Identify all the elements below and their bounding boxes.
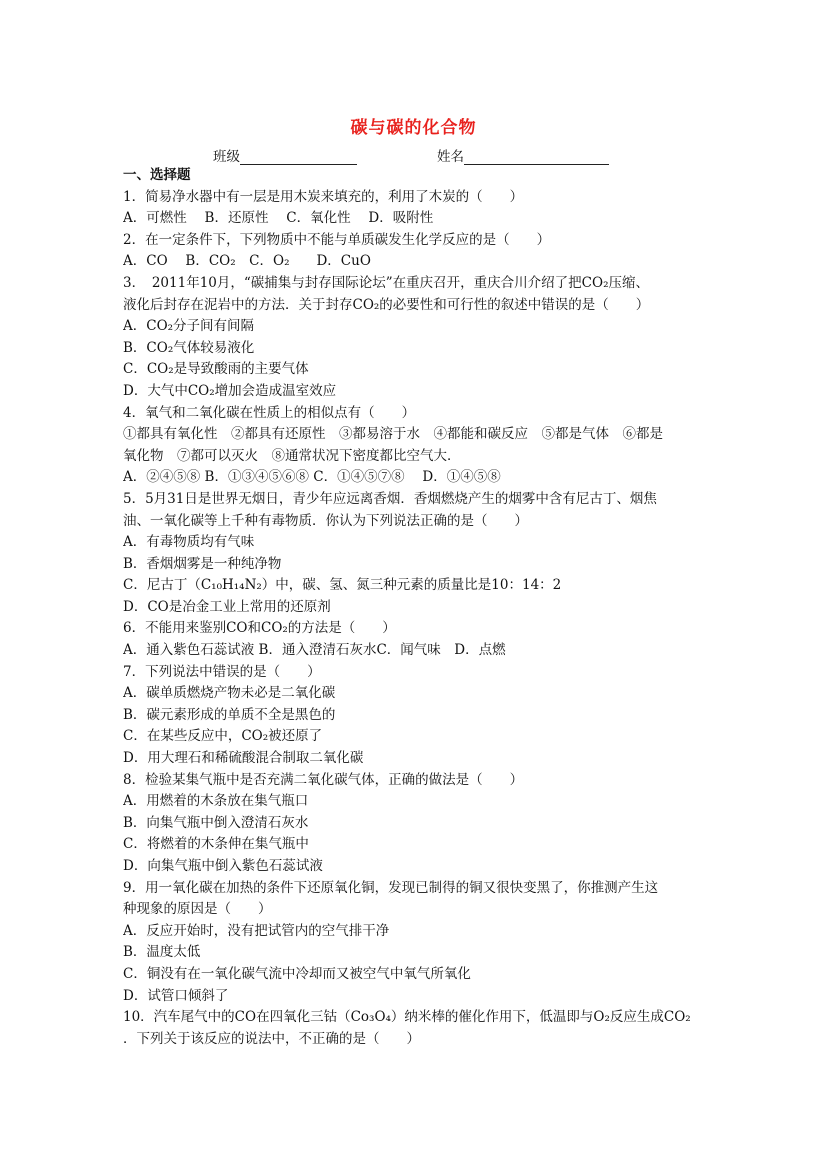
name-label: 姓名: [437, 149, 464, 165]
text-line: C．在某些反应中，CO₂被还原了: [123, 728, 323, 745]
text-line: D．大气中CO₂增加会造成温室效应: [123, 382, 337, 399]
text-line: A．CO₂分子间有间隔: [123, 318, 255, 335]
text-line: 2．在一定条件下，下列物质中不能与单质碳发生化学反应的是（ ）: [123, 231, 551, 248]
text-line: B．温度太低: [123, 944, 201, 961]
text-line: B．向集气瓶中倒入澄清石灰水: [123, 814, 309, 831]
text-line: C．尼古丁（C₁₀H₁₄N₂）中，碳、氢、氮三种元素的质量比是10：14：2: [123, 577, 562, 594]
text-line: C．CO₂是导致酸雨的主要气体: [123, 361, 309, 378]
document-title: 碳与碳的化合物: [350, 118, 477, 138]
text-line: A．碳单质燃烧产物未必是二氧化碳: [123, 685, 336, 702]
text-line: 3． 2011年10月，“碳捕集与封存国际论坛”在重庆召开，重庆合川介绍了把CO₂压缩、: [123, 274, 649, 291]
text-line: D．用大理石和稀硫酸混合制取二氧化碳: [123, 750, 364, 767]
text-line: D．CO是冶金工业上常用的还原剂: [123, 598, 331, 615]
text-line: 6．不能用来鉴别CO和CO₂的方法是（ ）: [123, 620, 396, 637]
text-line: A．可燃性 B．还原性 C．氧化性 D．吸附性: [123, 210, 434, 227]
text-line: 油、一氧化碳等上千种有毒物质．你认为下列说法正确的是（ ）: [123, 512, 528, 529]
text-line: B．CO₂气体较易液化: [123, 339, 255, 356]
class-label: 班级: [213, 149, 240, 165]
text-line: 1．简易净水器中有一层是用木炭来填充的，利用了木炭的（ ）: [123, 188, 524, 205]
text-line: D．向集气瓶中倒入紫色石蕊试液: [123, 858, 323, 874]
section-title: 一、选择题: [123, 167, 191, 183]
text-line: B．碳元素形成的单质不全是黑色的: [123, 706, 336, 723]
text-line: 8．检验某集气瓶中是否充满二氧化碳气体，正确的做法是（ ）: [123, 771, 524, 788]
text-line: B．香烟烟雾是一种纯净物: [123, 555, 282, 572]
text-line: 5．5月31日是世界无烟日，青少年应远离香烟．香烟燃烧产生的烟雾中含有尼古丁、烟焦: [123, 490, 657, 507]
text-line: ．下列关于该反应的说法中，不正确的是（ ）: [123, 1030, 420, 1047]
text-line: 氧化物 ⑦都可以灭火 ⑧通常状况下密度都比空气大．: [123, 447, 461, 464]
text-line: ①都具有氧化性 ②都具有还原性 ③都易溶于水 ④都能和碳反应 ⑤都是气体 ⑥都是: [123, 426, 663, 443]
student-info-fields: [213, 145, 609, 165]
text-line: C．将燃着的木条伸在集气瓶中: [123, 836, 309, 853]
text-line: A．反应开始时，没有把试管内的空气排干净: [123, 922, 390, 939]
name-blank: [464, 150, 609, 165]
text-line: A．通入紫色石蕊试液 B．通入澄清石灰水C．闻气味 D．点燃: [123, 642, 506, 659]
text-line: 液化后封存在泥岩中的方法．关于封存CO₂的必要性和可行性的叙述中错误的是（ ）: [123, 296, 650, 313]
text-line: 10．汽车尾气中的CO在四氧化三钴（Co₃O₄）纳米棒的催化作用下，低温即与O₂反应生成CO₂: [123, 1009, 691, 1026]
text-line: 9．用一氧化碳在加热的条件下还原氧化铜，发现已制得的铜又很快变黑了，你推测产生这: [123, 879, 659, 896]
text-line: D．试管口倾斜了: [123, 987, 229, 1004]
text-line: A．用燃着的木条放在集气瓶口: [123, 793, 309, 810]
text-line: C．铜没有在一氧化碳气流中冷却而又被空气中氧气所氧化: [123, 965, 471, 982]
class-blank: [240, 150, 357, 165]
text-line: A．②④⑤⑧ B．①③④⑤⑥⑧ C．①④⑤⑦⑧ D．①④⑤⑧: [123, 469, 501, 486]
text-line: 4．氧气和二氧化碳在性质上的相似点有（ ）: [123, 404, 416, 421]
question-content: [123, 165, 713, 1050]
text-line: A．有毒物质均有气味: [123, 534, 255, 551]
text-line: 种现象的原因是（ ）: [123, 901, 272, 918]
text-line: A．CO B．CO₂ C．O₂ D．CuO: [123, 253, 371, 270]
text-line: 7．下列说法中错误的是（ ）: [123, 663, 321, 680]
